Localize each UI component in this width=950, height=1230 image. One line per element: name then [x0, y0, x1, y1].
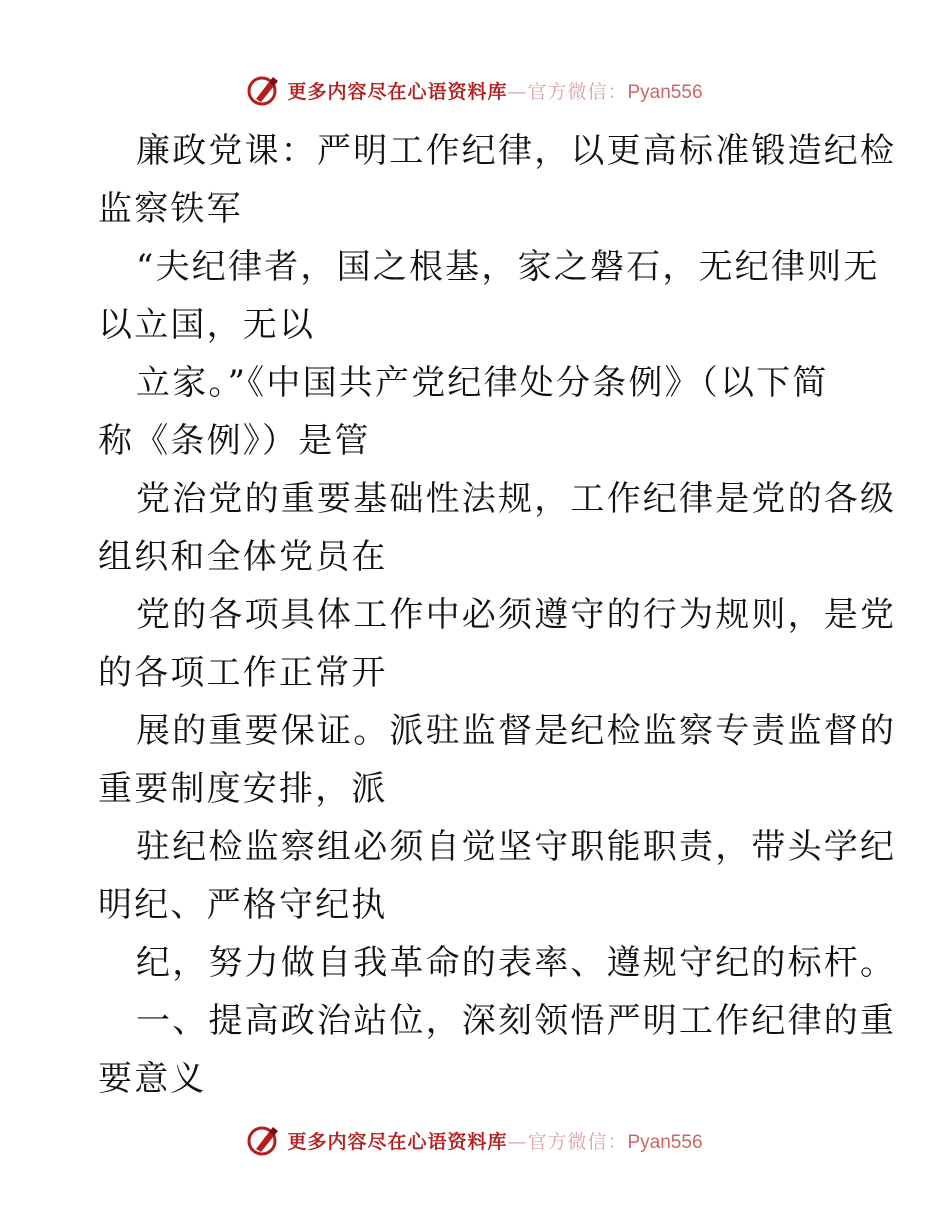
text-line: 一、提高政治站位，深刻领悟严明工作纪律的重: [136, 1001, 897, 1041]
banner-official-label: 官方微信：: [527, 1130, 628, 1153]
text-line: 立家。”《中国共产党纪律处分条例》（以下简: [136, 363, 829, 403]
text-line: 驻纪检监察组必须自觉坚守职能职责，带头学纪: [136, 827, 897, 867]
banner-official-label: 官方微信：: [527, 80, 628, 103]
text-line: “夫纪律者，国之根基，家之磐石，无纪律则无: [136, 247, 880, 287]
pen-logo-icon: [247, 73, 281, 107]
text-line: 纪，努力做自我革命的表率、遵规守纪的标杆。: [136, 943, 897, 983]
text-line: 明纪、严格守纪执: [98, 885, 388, 925]
text-line: 要意义: [98, 1059, 207, 1099]
header-banner: [0, 70, 950, 110]
banner-wechat-id: Pyan556: [627, 81, 703, 103]
banner-separator: —: [507, 80, 528, 103]
banner-separator: —: [507, 1130, 528, 1153]
text-line: 展的重要保证。派驻监督是纪检监察专责监督的: [136, 711, 897, 751]
text-line: 的各项工作正常开: [98, 653, 388, 693]
banner-wechat-id: Pyan556: [627, 1131, 703, 1153]
document-body: [98, 122, 897, 1108]
text-line: 称《条例》）是管: [98, 421, 371, 461]
pen-logo-icon: [247, 1123, 281, 1157]
text-line: 组织和全体党员在: [98, 537, 388, 577]
banner-main-text: 更多内容尽在心语资料库: [287, 80, 508, 103]
text-line: 以立国，无以: [98, 305, 316, 345]
text-line: 监察铁军: [98, 189, 243, 229]
text-line: 重要制度安排，派: [98, 769, 388, 809]
text-line: 廉政党课：严明工作纪律，以更高标准锻造纪检: [136, 131, 897, 171]
text-line: 党治党的重要基础性法规，工作纪律是党的各级: [136, 479, 897, 519]
text-line: 党的各项具体工作中必须遵守的行为规则，是党: [136, 595, 897, 635]
banner-main-text: 更多内容尽在心语资料库: [287, 1130, 508, 1153]
footer-banner: [0, 1120, 950, 1160]
